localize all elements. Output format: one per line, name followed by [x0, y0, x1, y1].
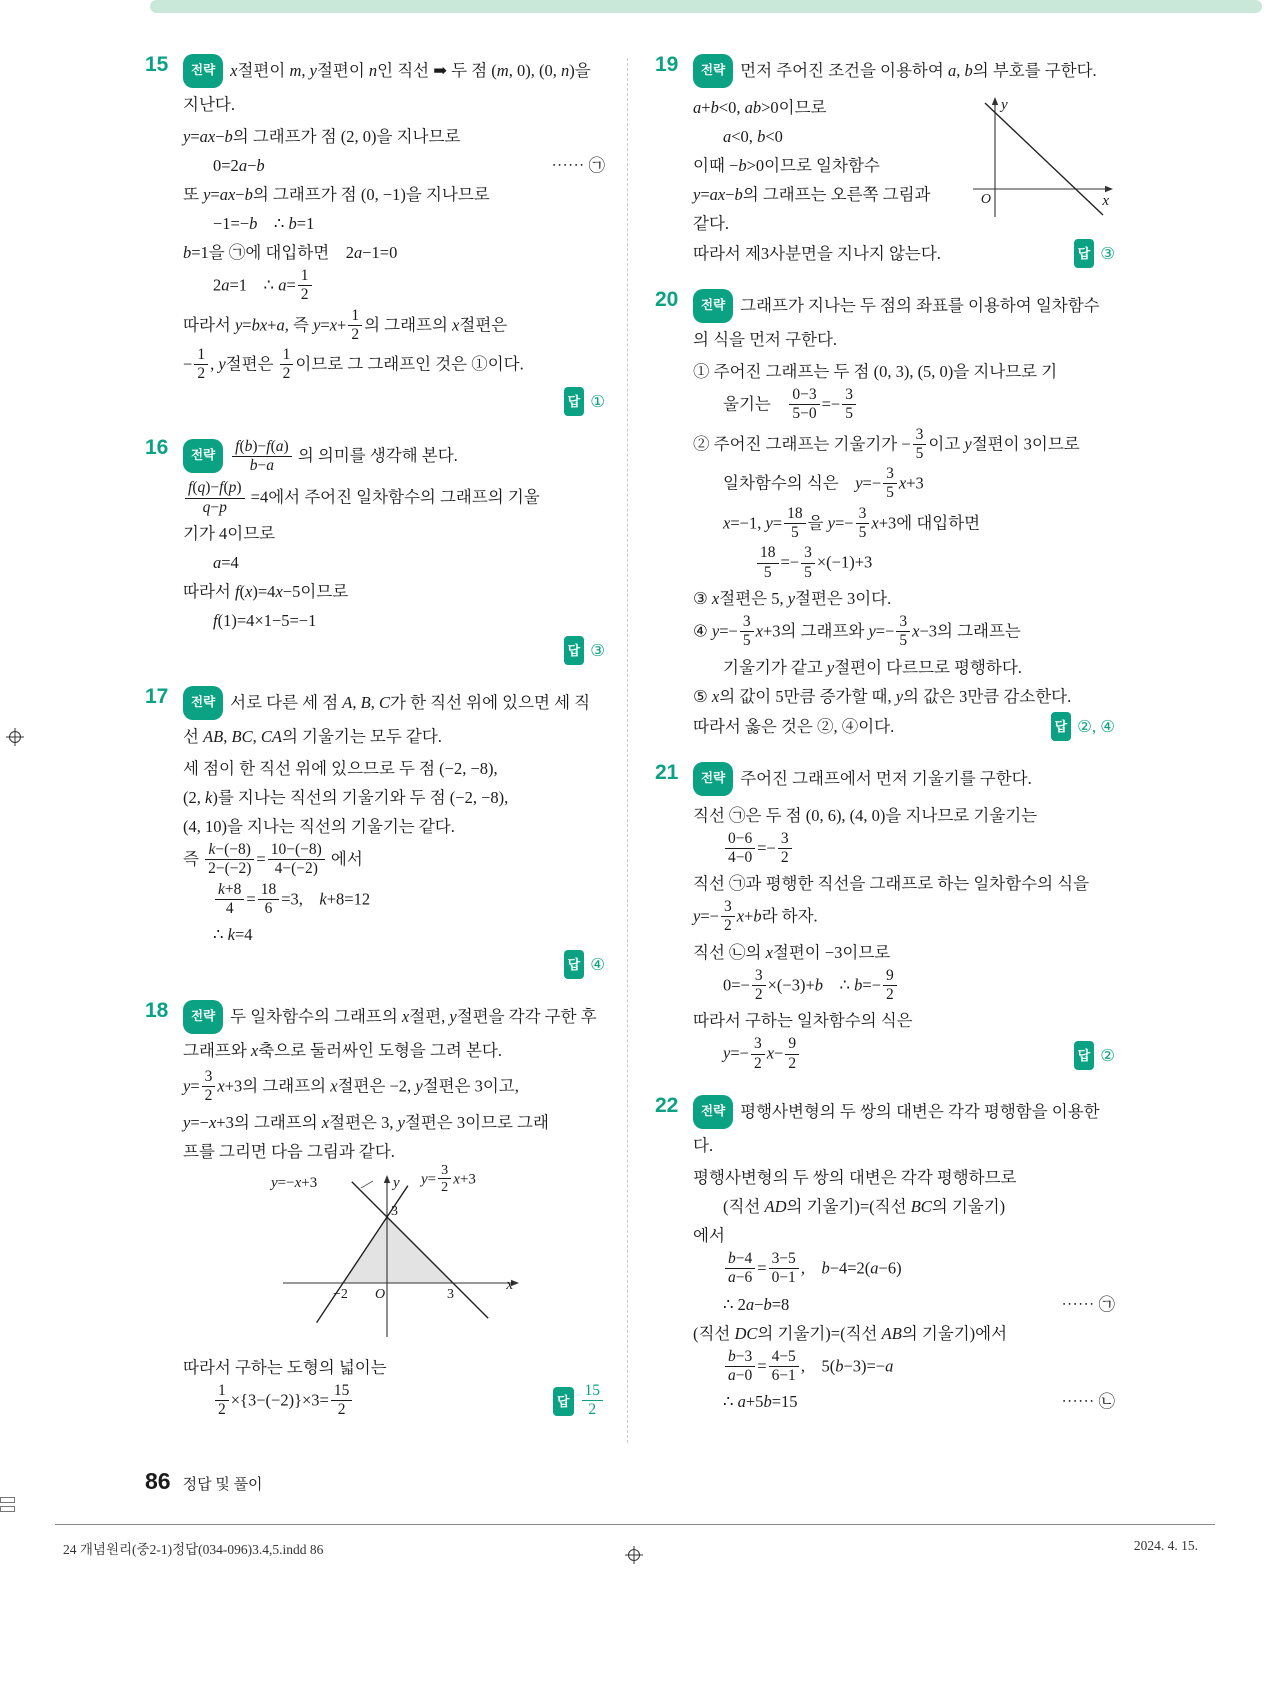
solution-text: ② 주어진 그래프는 기울기가 − $\frac{3}{5}$ 이고 y절편이 3이므로 [693, 425, 1080, 462]
strategy-line [693, 764, 1115, 798]
solution-text: 평행사변형의 두 쌍의 대변은 각각 평행하므로 [693, 1167, 1017, 1187]
solution-line [693, 1348, 1115, 1388]
problem-19 [655, 53, 1115, 269]
solution-line [183, 881, 605, 921]
strategy-text: 두 일차함수의 그래프의 x절편, y절편을 각각 구한 후 그래프와 x축으로 둘러싸인 도형을 그려 본다. [183, 1007, 601, 1061]
solution-text: −1=−b ∴ b=1 [213, 214, 315, 233]
x-tick-label: −2 [333, 1286, 348, 1302]
strategy-text: 그래프가 지나는 두 점의 좌표를 이용하여 일차함수의 식을 먼저 구한다. [693, 296, 1100, 349]
solution-text: 세 점이 한 직선 위에 있으므로 두 점 (−2, −8), [183, 758, 498, 778]
fraction: $\frac{0-3}{5-0}$ [789, 386, 819, 424]
solution-text: ④ y=− $\frac{3}{5}$ x+3의 그래프와 y=− $\frac{3}{5}$ x−3의 그래프는 [693, 612, 1021, 650]
fraction: $\frac{3}{5}$ [896, 613, 910, 651]
problem-number: 21 [655, 760, 679, 784]
problem-18 [145, 999, 605, 1421]
solution-line [693, 505, 1115, 545]
fraction: $\frac{3}{5}$ [801, 544, 815, 582]
solution-line [693, 238, 1115, 269]
solution-line [693, 682, 1115, 711]
fraction: $\frac{3}{2}$ [778, 830, 792, 868]
page-number: 86 [145, 1468, 171, 1494]
solution-line [183, 180, 605, 209]
solution-text: a+b<0, ab>0이므로 [693, 98, 827, 117]
solution-line [183, 238, 605, 267]
strategy-badge: 전략 [183, 439, 223, 473]
fraction: $\frac{1}{2}$ [298, 267, 312, 305]
coordinate-plane-graph [965, 93, 1115, 231]
solution-line [183, 386, 605, 417]
y-intercept-label: 3 [391, 1203, 398, 1219]
solution-text: y=− $\frac{3}{2}$ x+b라 하자. [693, 898, 818, 935]
strategy-badge: 전략 [693, 1095, 733, 1129]
solution-line [183, 346, 605, 386]
solution-text: 0=2a−b [213, 156, 265, 175]
origin-label: O [980, 192, 991, 207]
solution-body [693, 1163, 1115, 1416]
problem-number: 19 [655, 53, 679, 76]
answer [554, 950, 605, 979]
fraction: $\frac{4-5}{6-1}$ [769, 1348, 799, 1386]
fraction: $\frac{18}{6}$ [258, 881, 280, 919]
solution-line [183, 1353, 605, 1382]
label-pointer [361, 1181, 373, 1188]
solution-text: 따라서 구하는 도형의 넓이는 [183, 1357, 387, 1377]
solution-line [183, 267, 605, 307]
answer [1041, 712, 1115, 741]
registration-mark-bottom [625, 1546, 643, 1569]
fraction: $\frac{3-5}{0-1}$ [769, 1250, 799, 1288]
problem-15 [145, 53, 605, 417]
solution-text: x=−1, y= $\frac{18}{5}$ 을 y=− $\frac{3}{5}$ x+3에 대입하면 [723, 504, 981, 542]
problem-16 [145, 435, 605, 666]
answer-value: ② [1100, 1045, 1115, 1065]
answer-badge: 답 [564, 950, 585, 979]
solution-line [693, 1192, 1115, 1221]
solution-text: a<0, b<0 [723, 127, 783, 146]
solution-line [183, 606, 605, 635]
solution-line [693, 1290, 1115, 1319]
problem-number: 16 [145, 435, 169, 459]
strategy-badge: 전략 [693, 762, 733, 796]
answer-badge: 답 [564, 387, 585, 416]
x-axis-arrow [1105, 186, 1113, 192]
solution-line [693, 1319, 1115, 1348]
fraction: $\frac{3}{2}$ [438, 1162, 451, 1196]
fraction: $\frac{3}{2}$ [752, 967, 766, 1005]
declining-line [985, 103, 1103, 215]
fraction: $\frac{18}{5}$ [784, 505, 806, 543]
solution-line [183, 209, 605, 238]
solution-line [693, 711, 1115, 742]
solution-line [183, 151, 605, 180]
solution-line [183, 1161, 605, 1353]
fraction: $\frac{3}{5}$ [740, 613, 754, 651]
graph-line-label-left: y=−x+3 [271, 1174, 318, 1191]
solution-line [183, 1108, 605, 1137]
origin-label: O [375, 1286, 386, 1302]
fraction: $\frac{3}{2}$ [751, 1035, 765, 1073]
solution-text: (2, k)를 지나는 직선의 기울기와 두 점 (−2, −8), [183, 787, 509, 807]
fraction: $\frac{15}{2}$ [582, 1382, 604, 1420]
solution-line [183, 754, 605, 783]
y-axis-label: y [393, 1174, 400, 1191]
y-axis-arrow [992, 97, 998, 105]
y-axis-label: y [1001, 97, 1008, 113]
problem-17 [145, 684, 605, 980]
column-separator [627, 58, 628, 1443]
problem-22 [655, 1093, 1115, 1416]
solution-text: 2a=1 ∴ a= $\frac{1}{2}$ [213, 268, 314, 306]
solution-text: $\frac{b-4}{a-6}$ = $\frac{3-5}{0-1}$ , b−4=2(a−6) [723, 1251, 902, 1289]
solution-text: (4, 10)을 지나는 직선의 기울기는 같다. [183, 816, 455, 836]
solution-line [693, 426, 1115, 466]
fraction: $\frac{10-(-8)}{4-(-2)}$ [268, 841, 325, 879]
solution-text: 프를 그리면 다음 그림과 같다. [183, 1141, 395, 1161]
solution-body [693, 93, 1115, 269]
problem-number: 15 [145, 53, 169, 76]
solution-text: $\frac{f(q)-f(p)}{q-p}$ =4에서 주어진 일차함수의 그래프의 기울 [183, 480, 540, 518]
strategy-text: 먼저 주어진 조건을 이용하여 a, b의 부호를 구한다. [740, 61, 1097, 80]
strategy-line [693, 56, 1115, 90]
solution-text: 또 y=ax−b의 그래프가 점 (0, −1)을 지나므로 [183, 185, 490, 204]
solution-text: 따라서 y=bx+a, 즉 y=x+ $\frac{1}{2}$ 의 그래프의 x절편은 [183, 306, 508, 343]
solution-line [693, 357, 1115, 386]
answer-value: ③ [1100, 244, 1115, 263]
solution-text: 일차함수의 식은 y=− $\frac{3}{5}$ x+3 [723, 465, 924, 502]
fraction: $\frac{15}{2}$ [331, 1382, 353, 1420]
problem-20 [655, 288, 1115, 742]
solution-line [183, 479, 605, 519]
x-axis-label: x [506, 1276, 513, 1293]
answer-badge: 답 [1074, 1041, 1095, 1070]
shaded-triangle [343, 1217, 453, 1283]
strategy-badge: 전략 [183, 54, 223, 88]
solution-text: $\frac{b-3}{a-0}$ = $\frac{4-5}{6-1}$ , 5(b−3)=−a [723, 1349, 893, 1387]
solution-text: $\frac{1}{2}$ ×{3−(−2)}×3= $\frac{15}{2}$ [213, 1383, 354, 1421]
solution-line [183, 577, 605, 606]
fraction: $\frac{3}{2}$ [721, 898, 735, 936]
strategy-line [183, 439, 605, 477]
left-column [145, 53, 605, 1443]
solution-text: 따라서 f(x)=4x−5이므로 [183, 581, 349, 601]
strategy-text: 주어진 그래프에서 먼저 기울기를 구한다. [740, 768, 1032, 788]
answer [543, 1383, 605, 1421]
answer-value: ① [590, 391, 605, 411]
answer [1064, 239, 1115, 268]
solution-line [693, 1221, 1115, 1250]
strategy-text: 평행사변형의 두 쌍의 대변은 각각 평행함을 이용한다. [693, 1101, 1100, 1155]
solution-line [183, 548, 605, 577]
solution-line [693, 967, 1115, 1007]
problem-21 [655, 760, 1115, 1075]
y-axis-arrow [384, 1175, 390, 1183]
strategy-line [693, 291, 1115, 354]
solution-line [183, 1382, 605, 1422]
strategy-badge: 전략 [183, 686, 223, 720]
strategy-badge: 전략 [693, 289, 733, 323]
solution-line [693, 653, 1115, 682]
solution-text: (직선 DC의 기울기)=(직선 AB의 기울기)에서 [693, 1323, 1008, 1343]
strategy-text: 서로 다른 세 점 A, B, C가 한 직선 위에 있으면 세 직선 AB, BC, CA의 기울기는 모두 같다. [183, 692, 591, 746]
solution-line [693, 830, 1115, 870]
solution-text: 에서 [693, 1225, 725, 1245]
strategy-line [183, 1002, 605, 1065]
solution-line [693, 544, 1115, 584]
fraction: $\frac{f(b)-f(a)}{b-a}$ [232, 438, 292, 476]
solution-body [183, 479, 605, 666]
answer-badge: 답 [564, 636, 585, 665]
solution-text: 따라서 구하는 일차함수의 식은 [693, 1011, 913, 1031]
solution-line [693, 1035, 1115, 1075]
solution-line [693, 801, 1115, 830]
solution-text: ∴ k=4 [213, 925, 253, 945]
x-axis-label: x [1102, 193, 1109, 209]
solution-text: 기가 4이므로 [183, 523, 276, 543]
solution-line [183, 122, 605, 151]
solution-text: ∴ a+5b=15 [723, 1392, 798, 1412]
solution-body [183, 122, 605, 417]
solution-line [183, 812, 605, 841]
solution-line [693, 869, 1115, 898]
equation-reference: ⋯⋯ ㉡ [1061, 1392, 1115, 1412]
fraction: $\frac{18}{5}$ [757, 544, 779, 582]
problem-number: 20 [655, 288, 679, 311]
solution-line [183, 1068, 605, 1108]
answer-value: ③ [590, 640, 605, 660]
solution-line [693, 938, 1115, 967]
fraction: $\frac{b-3}{a-0}$ [725, 1348, 755, 1386]
solution-text: y=− $\frac{3}{2}$ x− $\frac{9}{2}$ [723, 1036, 801, 1074]
solution-line [183, 1137, 605, 1166]
solution-text: f(1)=4×1−5=−1 [213, 610, 317, 630]
fraction: $\frac{3}{5}$ [842, 386, 856, 424]
fraction: $\frac{1}{2}$ [194, 346, 208, 384]
figure-problem19-graph [965, 93, 1115, 236]
solution-text: 0=− $\frac{3}{2}$ ×(−3)+b ∴ b=− $\frac{9}{2}$ [723, 968, 899, 1006]
section-title: 정답 및 풀이 [182, 1477, 263, 1493]
answer-badge: 답 [1051, 712, 1072, 741]
solution-text: − $\frac{1}{2}$ , y절편은 $\frac{1}{2}$ 이므로 그 그래프인 것은 ①이다. [183, 346, 524, 383]
solution-text: y=−x+3의 그래프의 x절편은 3, y절편은 3이므로 그래 [183, 1112, 549, 1132]
answer-value: ④ [590, 955, 605, 975]
solution-text: 즉 $\frac{k-(-8)}{2-(-2)}$ = $\frac{10-(-8)}{4-(-2)}$ 에서 [183, 840, 363, 878]
solution-body [183, 1068, 605, 1421]
fraction: $\frac{9}{2}$ [883, 967, 897, 1005]
problem-number: 18 [145, 999, 169, 1023]
solution-text: 기울기가 같고 y절편이 다르므로 평행하다. [723, 657, 1022, 677]
solution-text: ⑤ x의 값이 5만큼 증가할 때, y의 값은 3만큼 감소한다. [693, 686, 1072, 706]
solution-text: ① 주어진 그래프는 두 점 (0, 3), (5, 0)을 지나므로 기 [693, 362, 1058, 381]
solution-line [693, 898, 1115, 938]
solution-text: (직선 AD의 기울기)=(직선 BC의 기울기) [723, 1196, 1006, 1216]
strategy-line [183, 688, 605, 751]
answer [554, 636, 605, 665]
strategy-badge: 전략 [183, 1000, 223, 1034]
solution-line [693, 1250, 1115, 1290]
problem-number: 22 [655, 1093, 679, 1117]
solution-text: 같다. [693, 214, 730, 233]
solution-line [693, 465, 1115, 505]
solution-body [693, 357, 1115, 742]
strategy-badge: 전략 [693, 54, 733, 88]
top-accent-bar [150, 0, 1262, 13]
fraction: $\frac{f(q)-f(p)}{q-p}$ [185, 479, 245, 517]
registration-mark-left [6, 728, 24, 751]
solution-text: y=ax−b의 그래프는 오른쪽 그림과 [693, 185, 931, 204]
page-footer [145, 1468, 263, 1495]
fraction: $\frac{k-(-8)}{2-(-2)}$ [205, 841, 254, 879]
graph-line-label-right: y= $\frac{3}{2}$ x+3 [421, 1161, 476, 1196]
solution-line [183, 841, 605, 881]
solution-text: ∴ 2a−b=8 [723, 1294, 790, 1314]
coordinate-plane-graph [269, 1171, 519, 1339]
fraction: $\frac{3}{5}$ [883, 465, 897, 503]
strategy-text: x절편이 m, y절편이 n인 직선 ➡ 두 점 (m, 0), (0, n)을 지난다. [183, 61, 595, 114]
solution-text: $\frac{0-6}{4-0}$ =− $\frac{3}{2}$ [723, 831, 794, 869]
trim-marks [0, 1497, 15, 1515]
solution-text: 따라서 옳은 것은 ②, ④이다. [693, 716, 895, 736]
solution-line [183, 920, 605, 949]
solution-line [693, 386, 1115, 426]
solution-text: 따라서 제3사분면을 지나지 않는다. [693, 244, 941, 263]
solution-line [183, 307, 605, 347]
solution-text: a=4 [213, 552, 239, 572]
solution-text: 직선 ㉠은 두 점 (0, 6), (4, 0)을 지나므로 기울기는 [693, 805, 1038, 825]
solution-text: 울기는 $\frac{0-3}{5-0}$ =− $\frac{3}{5}$ [723, 387, 858, 425]
solution-text: ③ x절편은 5, y절편은 3이다. [693, 588, 892, 608]
fraction: $\frac{3}{5}$ [913, 426, 927, 464]
solution-line [183, 635, 605, 666]
strategy-text: $\frac{f(b)-f(a)}{b-a}$ 의 의미를 생각해 본다. [230, 446, 458, 465]
solution-text: $\frac{18}{5}$ =− $\frac{3}{5}$ ×(−1)+3 [755, 545, 872, 583]
figure-problem18-graph [269, 1161, 519, 1346]
solution-line [693, 584, 1115, 613]
solution-text: y=ax−b의 그래프가 점 (2, 0)을 지나므로 [183, 127, 461, 146]
x-tick-label: 3 [447, 1286, 454, 1302]
solution-line [183, 949, 605, 980]
strategy-line [183, 56, 605, 119]
solution-line [693, 613, 1115, 653]
right-column [655, 53, 1115, 1438]
solution-line [183, 519, 605, 548]
fraction: $\frac{b-4}{a-6}$ [725, 1250, 755, 1288]
solution-text: 직선 ㉠과 평행한 직선을 그래프로 하는 일차함수의 식을 [693, 874, 1090, 894]
solution-text: b=1을 ㉠에 대입하면 2a−1=0 [183, 243, 398, 262]
answer-value [580, 1383, 606, 1421]
solution-body [183, 754, 605, 980]
fraction: $\frac{9}{2}$ [785, 1035, 799, 1073]
print-date: 2024. 4. 15. [1133, 1538, 1198, 1553]
answer [554, 387, 605, 416]
answer-badge: 답 [553, 1387, 574, 1416]
fraction: $\frac{0-6}{4-0}$ [725, 830, 755, 868]
solution-text: y= $\frac{3}{2}$ x+3의 그래프의 x절편은 −2, y절편은 3이고, [183, 1068, 519, 1105]
fraction: $\frac{k+8}{4}$ [215, 881, 244, 919]
fraction: $\frac{3}{2}$ [202, 1068, 216, 1106]
strategy-line [693, 1097, 1115, 1160]
solution-line [693, 1387, 1115, 1416]
footer-rule [55, 1524, 1215, 1525]
fraction: $\frac{1}{2}$ [348, 307, 362, 345]
solution-text: 직선 ㉡의 x절편이 −3이므로 [693, 942, 891, 962]
solution-line [693, 1163, 1115, 1192]
solution-text: 이때 −b>0이므로 일차함수 [693, 156, 880, 175]
answer [1064, 1041, 1115, 1070]
equation-reference: ⋯⋯ ㉠ [551, 156, 605, 175]
solution-body [693, 801, 1115, 1075]
fraction: $\frac{1}{2}$ [215, 1382, 229, 1420]
answer-value: ②, ④ [1077, 716, 1115, 736]
answer-badge: 답 [1074, 239, 1095, 268]
solution-line [693, 1006, 1115, 1035]
problem-number: 17 [145, 684, 169, 708]
fraction: $\frac{3}{5}$ [856, 505, 870, 543]
equation-reference: ⋯⋯ ㉠ [1061, 1294, 1115, 1314]
solution-line [183, 783, 605, 812]
print-info: 24 개념원리(중2-1)정답(034-096)3.4,5.indd 86 [63, 1542, 324, 1557]
fraction: $\frac{1}{2}$ [280, 346, 294, 384]
solution-text: $\frac{k+8}{4}$ = $\frac{18}{6}$ =3, k+8=12 [213, 882, 370, 920]
